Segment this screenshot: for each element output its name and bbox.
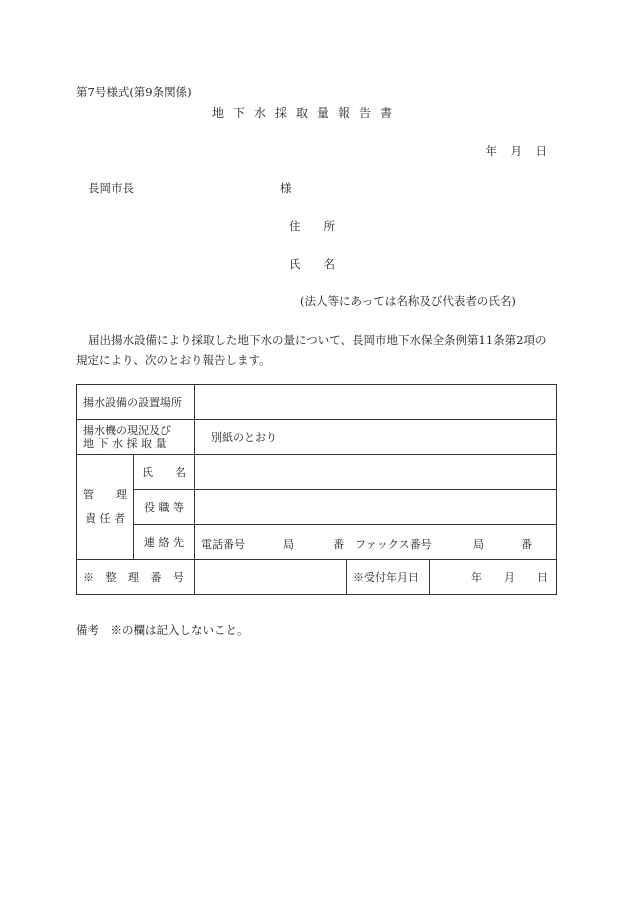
manager-label-line-2: 責 任 者 — [85, 512, 125, 525]
table-row — [77, 490, 557, 525]
form-number-label: 第7号様式(第9条関係) — [76, 85, 192, 99]
report-statement — [76, 330, 556, 370]
addressee-name: 長岡市長 — [88, 181, 134, 195]
table-row — [77, 420, 557, 455]
reference-number-label: ※ 整 理 番 号 — [77, 560, 195, 595]
fax-number-suffix: 番 — [521, 537, 532, 551]
received-date-label: ※受付年月日 — [347, 560, 430, 595]
phone-number-suffix: 番 — [333, 537, 344, 551]
pump-status-label-line-1: 揚水機の現況及び — [83, 424, 171, 437]
location-label: 揚水設備の設置場所 — [77, 385, 195, 420]
received-date-value[interactable]: 年 月 日 — [430, 560, 557, 595]
manager-label — [77, 455, 134, 560]
contact-line — [195, 526, 556, 559]
addressee-honorific: 様 — [280, 181, 292, 195]
fax-label: ファックス番号 — [355, 537, 432, 551]
applicant-name-label: 氏 名 — [289, 257, 335, 271]
table-row — [77, 385, 557, 420]
statement-line-1: 届出揚水設備により採取した地下水の量について、長岡市地下水保全条例第11条第2項の — [88, 333, 547, 347]
manager-contact-label: 連 絡 先 — [134, 525, 195, 560]
phone-exchange-suffix: 局 — [283, 537, 294, 551]
pump-status-label-line-2: 地 下 水 採 取 量 — [83, 437, 167, 450]
document-title: 地下水採取量報告書 — [212, 106, 402, 120]
pump-status-label — [77, 420, 195, 455]
table-row — [77, 455, 557, 490]
applicant-address-label: 住 所 — [289, 219, 335, 233]
date-field: 年 月 日 — [485, 144, 548, 158]
remarks-note: 備考 ※の欄は記入しないこと。 — [76, 623, 249, 637]
phone-label: 電話番号 — [201, 537, 245, 551]
table-row — [77, 560, 557, 595]
manager-position-cell[interactable] — [195, 490, 557, 525]
location-value-cell[interactable] — [195, 385, 557, 420]
manager-name-label: 氏 名 — [134, 455, 195, 490]
manager-name-cell[interactable] — [195, 455, 557, 490]
fax-exchange-suffix: 局 — [473, 537, 484, 551]
manager-label-line-1: 管 理 — [83, 488, 127, 501]
statement-line-2: 規定により、次のとおり報告します。 — [76, 353, 271, 367]
pump-status-value[interactable]: 別紙のとおり — [195, 420, 557, 455]
report-table — [76, 384, 557, 595]
corporate-note: (法人等にあっては名称及び代表者の氏名) — [300, 294, 516, 308]
manager-position-label: 役 職 等 — [134, 490, 195, 525]
reference-number-cell[interactable] — [195, 560, 347, 595]
table-row — [77, 525, 557, 560]
manager-contact-cell[interactable] — [195, 525, 557, 560]
